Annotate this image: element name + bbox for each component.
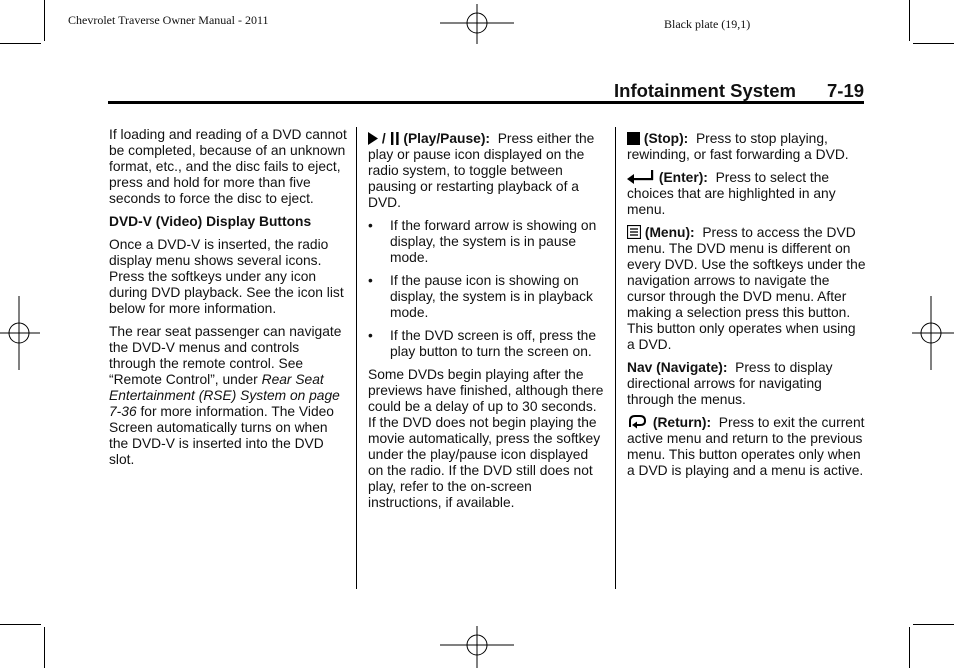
paragraph-rear-seat [109, 324, 349, 468]
paragraph-stop [627, 131, 867, 163]
crop-mark [0, 43, 41, 44]
crop-mark [44, 627, 45, 668]
header-rule [108, 101, 864, 104]
column-divider [615, 127, 616, 589]
text: for more information. The Video Screen automatically turns on when the DVD-V is inserted into the DVD slot. [109, 404, 334, 467]
list-item [368, 328, 604, 360]
enter-icon [627, 170, 655, 184]
paragraph-play-pause [368, 131, 604, 211]
crop-mark [913, 43, 954, 44]
list-item [368, 218, 604, 266]
menu-label: (Menu): [644, 225, 695, 240]
menu-icon [627, 225, 641, 239]
registration-mark-top [440, 4, 514, 44]
bullet-list [368, 218, 604, 360]
paragraph-return [627, 415, 867, 479]
play-pause-label: (Play/Pause): [403, 131, 491, 146]
list-item [368, 273, 604, 321]
menu-text: Press to access the DVD menu. The DVD menu is different on every DVD. Use the softkeys under the navigation arrows to navigate the cursor through the DVD menu. After making a selection press this button. This button only operates when using a DVD. [627, 225, 866, 352]
crop-mark [44, 0, 45, 41]
nav-text: Press to display directional arrows for navigating through the menus. [627, 360, 833, 407]
list-item-text: If the DVD screen is off, press the play button to turn the screen on. [390, 328, 597, 359]
registration-mark-left [0, 296, 40, 370]
crop-mark [0, 624, 41, 625]
column-right [627, 131, 867, 486]
paragraph-navigate [627, 360, 867, 408]
stop-text: Press to stop playing, rewinding, or fast forwarding a DVD. [627, 131, 849, 162]
stop-label: (Stop): [643, 131, 689, 146]
crop-mark [909, 0, 910, 41]
registration-mark-right [912, 296, 954, 370]
plate-label: Black plate (19,1) [664, 17, 751, 31]
return-icon [627, 415, 649, 429]
paragraph-enter [627, 170, 867, 218]
section-heading: DVD-V (Video) Display Buttons [109, 214, 312, 229]
column-left [109, 127, 349, 475]
column-divider [356, 127, 357, 589]
paragraph-menu [627, 225, 867, 353]
play-pause-text: Press either the play or pause icon displayed on the radio system, to toggle between pausing or restarting playback of a DVD. [368, 131, 595, 210]
play-icon [368, 132, 378, 145]
cross-reference-link[interactable]: Rear Seat Entertainment (RSE) System on page 7-36 [109, 372, 340, 419]
column-middle [368, 131, 604, 518]
paragraph-eject: If loading and reading of a DVD cannot be completed, because of an unknown format, etc., and the disc fails to eject, press and hold for more than five seconds to force the disc to eject. [109, 127, 347, 206]
bullet-icon: • [368, 218, 373, 233]
manual-title: Chevrolet Traverse Owner Manual - 2011 [68, 13, 269, 27]
bullet-icon: • [368, 328, 373, 343]
paragraph-display-icons: Once a DVD-V is inserted, the radio display menu shows several icons. Press the softkeys under any icon during DVD playback. See the icon list below for more information. [109, 237, 344, 316]
return-label: (Return): [652, 415, 712, 430]
section-title: Infotainment System [614, 80, 796, 101]
paragraph-delay: Some DVDs begin playing after the previews have finished, although there could be a delay of up to 30 seconds. If the DVD does not begin playing the movie automatically, press the softkey under the play/pause icon displayed on the radio. If the DVD still does not play, refer to the on-screen instructions, if available. [368, 367, 604, 510]
bullet-icon: • [368, 273, 373, 288]
nav-label: Nav (Navigate): [627, 360, 728, 375]
list-item-text: If the forward arrow is showing on display, the system is in pause mode. [390, 218, 597, 265]
registration-mark-bottom [440, 626, 514, 668]
slash: / [381, 131, 386, 146]
enter-label: (Enter): [658, 170, 708, 185]
pause-icon [390, 132, 400, 145]
enter-text: Press to select the choices that are highlighted in any menu. [627, 170, 836, 217]
return-text: Press to exit the current active menu and return to the previous menu. This button operates only when a DVD is playing and a menu is active. [627, 415, 865, 478]
page-number: 7-19 [827, 80, 865, 101]
crop-mark [909, 627, 910, 668]
stop-icon [627, 132, 640, 145]
crop-mark [913, 624, 954, 625]
text: The rear seat passenger can navigate the DVD-V menus and controls through the remote control. See “Remote Control”, under [109, 324, 342, 387]
list-item-text: If the pause icon is showing on display, the system is in playback mode. [390, 273, 593, 320]
